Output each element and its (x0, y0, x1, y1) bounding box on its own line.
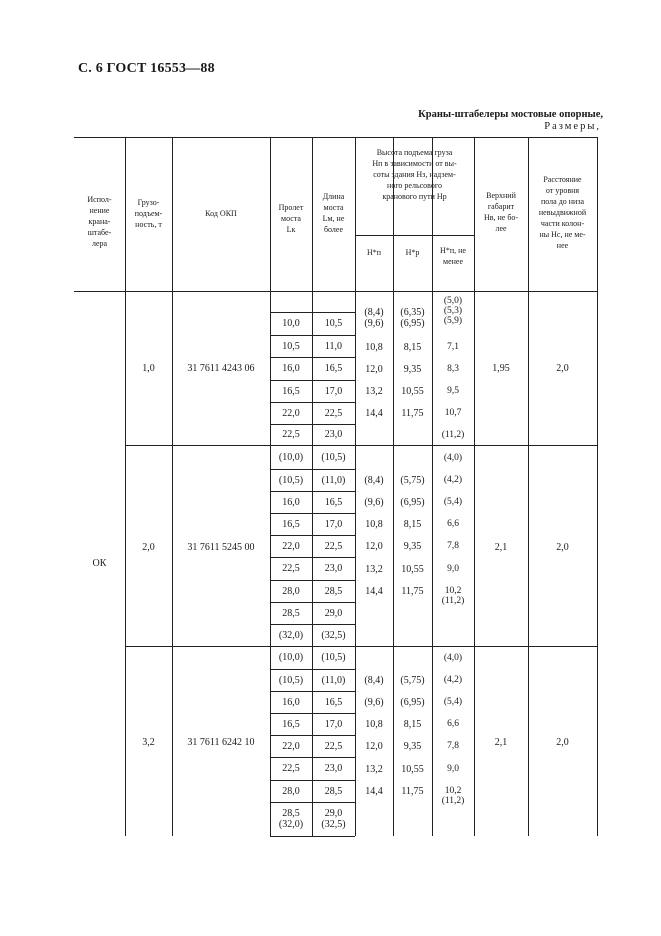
hn-min-value: 9,0 (447, 764, 459, 774)
col-header-floor-distance: Расстояние от уровня пола до низа невыдвижной части колон- ны Нс, не ме- нее (538, 174, 587, 250)
row-rule (270, 402, 355, 403)
hn-min-value: 6,6 (447, 519, 459, 529)
span-value: (10,0) (278, 452, 304, 463)
hn-min-value: 10,7 (444, 408, 462, 418)
span-value: 22,0 (282, 540, 300, 552)
row-rule (270, 469, 355, 470)
hn-min-value: (11,2) (441, 430, 465, 440)
row-rule (270, 380, 355, 381)
length-value: 22,5 (324, 540, 343, 552)
row-rule (270, 580, 355, 581)
row-rule (270, 491, 355, 492)
row-rule (270, 602, 355, 603)
span-value: 28,0 (282, 785, 300, 797)
length-value: 29,0 (32,5) (321, 808, 346, 830)
col-header-hn: Н*п (366, 247, 382, 257)
span-value: 22,5 (282, 763, 300, 774)
hr-value: 8,15 (403, 718, 422, 730)
span-value: 28,5 (282, 607, 300, 619)
hn-min-value: 7,1 (447, 342, 459, 352)
span-value: 16,0 (282, 496, 300, 508)
hr-value: 11,75 (401, 785, 424, 797)
length-value: 17,0 (324, 385, 343, 397)
span-value: 22,5 (282, 563, 300, 574)
span-value: 22,5 (282, 429, 300, 440)
col-header-okp: Код ОКП (205, 208, 237, 218)
hr-value: 9,35 (403, 540, 422, 552)
hn-value: 12,0 (365, 540, 383, 552)
row-rule (270, 335, 355, 336)
row-rule (270, 713, 355, 714)
column-rule (172, 137, 173, 836)
hn-value: 10,8 (365, 518, 383, 530)
table-top-rule (74, 137, 598, 138)
length-value: 23,0 (324, 763, 343, 774)
hn-min-value: 7,8 (447, 741, 459, 751)
span-value: 28,5 (32,0) (278, 808, 304, 830)
length-value: 28,5 (324, 585, 343, 597)
length-value: 22,5 (324, 407, 343, 419)
row-rule (270, 557, 355, 558)
hn-min-value: 6,6 (447, 719, 459, 729)
load-capacity: 1,0 (142, 362, 155, 374)
span-value: 10,0 (282, 318, 300, 329)
floor-distance: 2,0 (556, 541, 569, 553)
hn-value: (9,6) (364, 696, 384, 708)
hr-value: 8,15 (403, 341, 422, 353)
column-rule (125, 137, 126, 836)
hn-min-value: 8,3 (447, 364, 459, 374)
hn-min-value: (5,4) (443, 697, 463, 707)
length-value: 29,0 (324, 607, 343, 619)
length-value: 16,5 (324, 496, 343, 508)
span-value: 16,5 (282, 385, 300, 397)
col-header-lift-height: Высота подъема груза Нп в зависимости от вы- соты здания Нз, надзем- ного рельсового кранового пути Нр (372, 147, 457, 201)
row-rule (270, 624, 355, 625)
span-value: (10,5) (278, 674, 304, 686)
hn-value: (8,4) (364, 674, 384, 686)
top-clearance: 2,1 (494, 541, 508, 553)
hn-value: 13,2 (365, 385, 383, 397)
hn-value: 10,8 (365, 341, 383, 353)
col-header-load: Грузо- подъем- ность, т (134, 197, 163, 229)
span-value: 16,0 (282, 696, 300, 708)
hn-value: (8,4) (364, 474, 384, 486)
row-rule (270, 780, 355, 781)
table-caption: Краны-штабелеры мостовые опорные, (418, 109, 603, 120)
column-rule (474, 137, 475, 836)
hn-min-value: 10,2 (11,2) (441, 786, 465, 806)
hr-value: (5,75) (400, 674, 425, 686)
ispolnenie-value: ОК (92, 557, 107, 569)
hr-value: 9,35 (403, 363, 422, 375)
row-rule (270, 802, 355, 803)
hn-value: 13,2 (365, 763, 383, 775)
row-rule (270, 691, 355, 692)
hn-value: (8,4) (9,6) (364, 307, 384, 329)
load-capacity: 2,0 (142, 541, 155, 553)
span-value: 16,5 (282, 518, 300, 530)
load-capacity: 3,2 (142, 736, 155, 748)
length-value: (10,5) (321, 652, 346, 663)
span-value: 16,0 (282, 363, 300, 374)
row-rule (270, 757, 355, 758)
col-header-span: Пролет моста Lк (278, 202, 304, 234)
span-value: 22,0 (282, 740, 300, 752)
length-value: 16,5 (324, 696, 343, 708)
hn-value: 12,0 (365, 740, 383, 752)
row-rule (270, 513, 355, 514)
hr-value: (6,95) (400, 696, 425, 708)
okp-code: 31 7611 5245 00 (187, 541, 255, 553)
row-rule (270, 424, 355, 425)
col-header-length: Длина моста Lм, не более (322, 192, 345, 234)
hn-value: 14,4 (365, 785, 383, 797)
hn-min-value: 9,5 (447, 386, 459, 396)
length-value: (11,0) (321, 474, 346, 486)
hn-value: 14,4 (365, 407, 383, 419)
hn-min-value: 9,0 (447, 564, 459, 574)
top-clearance: 2,1 (494, 736, 508, 748)
hn-value: (9,6) (364, 496, 384, 508)
hn-value: 14,4 (365, 585, 383, 597)
span-value: 28,0 (282, 585, 300, 597)
page-header: С. 6 ГОСТ 16553—88 (78, 61, 215, 76)
span-value: 22,0 (282, 407, 300, 419)
hr-value: 11,75 (401, 407, 424, 419)
col-header-ispolnenie: Испол- нение крана- штабе- лера (87, 194, 112, 248)
length-value: 17,0 (324, 718, 343, 730)
table-caption-units: Размеры, (544, 121, 601, 132)
hr-value: 9,35 (403, 740, 422, 752)
okp-code: 31 7611 4243 06 (187, 362, 255, 374)
hr-value: (6,35) (6,95) (400, 307, 425, 329)
span-value: (10,0) (278, 652, 304, 663)
hn-value: 12,0 (365, 363, 383, 375)
length-value: 17,0 (324, 518, 343, 530)
hr-value: 10,55 (401, 385, 424, 397)
length-value: 22,5 (324, 740, 343, 752)
length-value: (10,5) (321, 452, 346, 463)
length-value: (11,0) (321, 674, 346, 686)
row-rule (270, 735, 355, 736)
subheader-rule (355, 235, 474, 236)
length-value: 28,5 (324, 785, 343, 797)
hr-value: 8,15 (403, 518, 422, 530)
row-rule (270, 669, 355, 670)
hn-min-value: (4,2) (443, 675, 463, 685)
header-bottom-rule (74, 291, 598, 292)
column-rule (312, 137, 313, 836)
hr-value: 10,55 (401, 563, 424, 575)
hn-value: 13,2 (365, 563, 383, 575)
col-header-hn-min: Н*п, не менее (440, 246, 466, 266)
column-rule (270, 137, 271, 836)
span-value: 16,5 (282, 718, 300, 730)
hr-value: 10,55 (401, 763, 424, 775)
hn-min-value: (4,2) (443, 475, 463, 485)
group-separator-rule (125, 445, 597, 446)
col-header-top-clearance: Верхний габарит Нв, не бо- лее (483, 191, 519, 233)
col-header-hr: Н*р (405, 247, 420, 257)
length-value: 16,5 (324, 363, 343, 374)
row-rule (270, 836, 355, 837)
span-value: 10,5 (282, 340, 300, 352)
top-clearance: 1,95 (492, 362, 510, 374)
hn-value: 10,8 (365, 718, 383, 730)
span-value: (32,0) (278, 629, 304, 641)
column-rule (355, 137, 356, 836)
hn-min-value: 10,2 (11,2) (441, 586, 465, 606)
length-value: 23,0 (324, 563, 343, 574)
hn-min-value: (5,0) (5,3) (5,9) (443, 296, 463, 326)
hn-min-value: (4,0) (443, 653, 463, 663)
row-rule (270, 312, 355, 313)
span-value: (10,5) (278, 474, 304, 486)
hn-min-value: (5,4) (443, 497, 463, 507)
hn-min-value: 7,8 (447, 541, 459, 551)
floor-distance: 2,0 (556, 736, 569, 748)
hn-min-value: (4,0) (443, 453, 463, 463)
hr-value: (5,75) (400, 474, 425, 486)
length-value: 11,0 (324, 340, 343, 352)
subheader-column-rule (393, 235, 394, 291)
hr-value: (6,95) (400, 496, 425, 508)
length-value: 10,5 (324, 318, 343, 329)
length-value: (32,5) (321, 629, 346, 641)
okp-code: 31 7611 6242 10 (187, 736, 255, 748)
column-rule (597, 137, 598, 836)
hr-value: 11,75 (401, 585, 424, 597)
length-value: 23,0 (324, 429, 343, 440)
floor-distance: 2,0 (556, 362, 569, 374)
group-separator-rule (125, 646, 597, 647)
row-rule (270, 357, 355, 358)
row-rule (270, 535, 355, 536)
